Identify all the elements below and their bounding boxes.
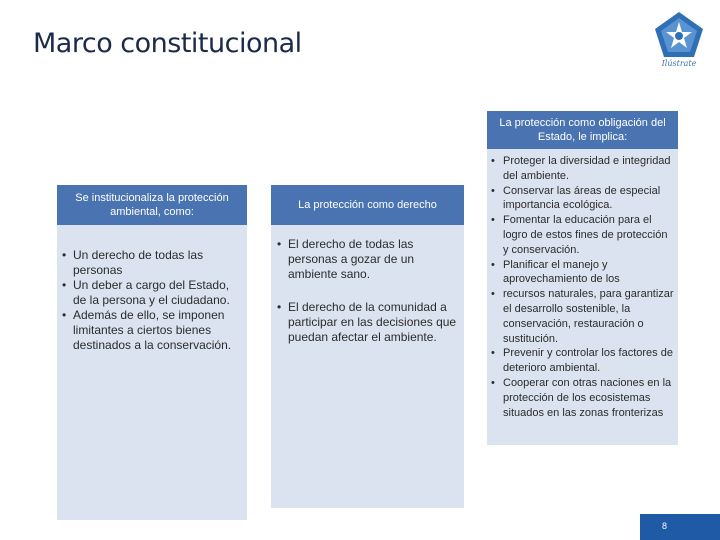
list-item: • recursos naturales, para garantizar el desarrollo sostenible, la conservación, restauración o sustitución.	[488, 287, 676, 346]
list-item: • Además de ello, se imponen limitantes a ciertos bienes destinados a la conservación.	[59, 308, 245, 353]
column-header-obligacion: La protección como obligación del Estado, le implica:	[487, 111, 678, 149]
page-title: Marco constitucional	[33, 28, 302, 59]
list-item: • Conservar las áreas de especial importancia ecológica.	[488, 184, 676, 214]
list-obligacion	[488, 154, 676, 420]
list-item: • Cooperar con otras naciones en la protección de los ecosistemas situados en las zonas fronterizas	[488, 376, 676, 420]
list-item: • Planificar el manejo y aprovechamiento de los	[488, 258, 676, 288]
list-derecho	[274, 237, 462, 345]
star-emblem-icon	[651, 10, 707, 60]
footer-bar	[640, 514, 720, 540]
column-header-institucionaliza: Se institucionaliza la protección ambiental, como:	[57, 185, 247, 225]
list-item: • El derecho de la comunidad a participar en las decisiones que puedan afectar el ambiente.	[274, 300, 462, 345]
column-derecho	[271, 185, 464, 508]
list-item: • Proteger la diversidad e integridad del ambiente.	[488, 154, 676, 184]
list-institucionaliza	[59, 248, 245, 353]
column-header-derecho: La protección como derecho	[271, 185, 464, 225]
logo	[651, 10, 707, 74]
list-item: • El derecho de todas las personas a gozar de un ambiente sano.	[274, 237, 462, 282]
list-item: • Prevenir y controlar los factores de deterioro ambiental.	[488, 346, 676, 376]
list-item: • Un deber a cargo del Estado, de la persona y el ciudadano.	[59, 278, 245, 308]
list-item: • Un derecho de todas las personas	[59, 248, 245, 278]
list-item: • Fomentar la educación para el logro de estos fines de protección y conservación.	[488, 213, 676, 257]
page-number: 8	[662, 521, 668, 531]
logo-text: Ilústrate	[661, 59, 697, 68]
